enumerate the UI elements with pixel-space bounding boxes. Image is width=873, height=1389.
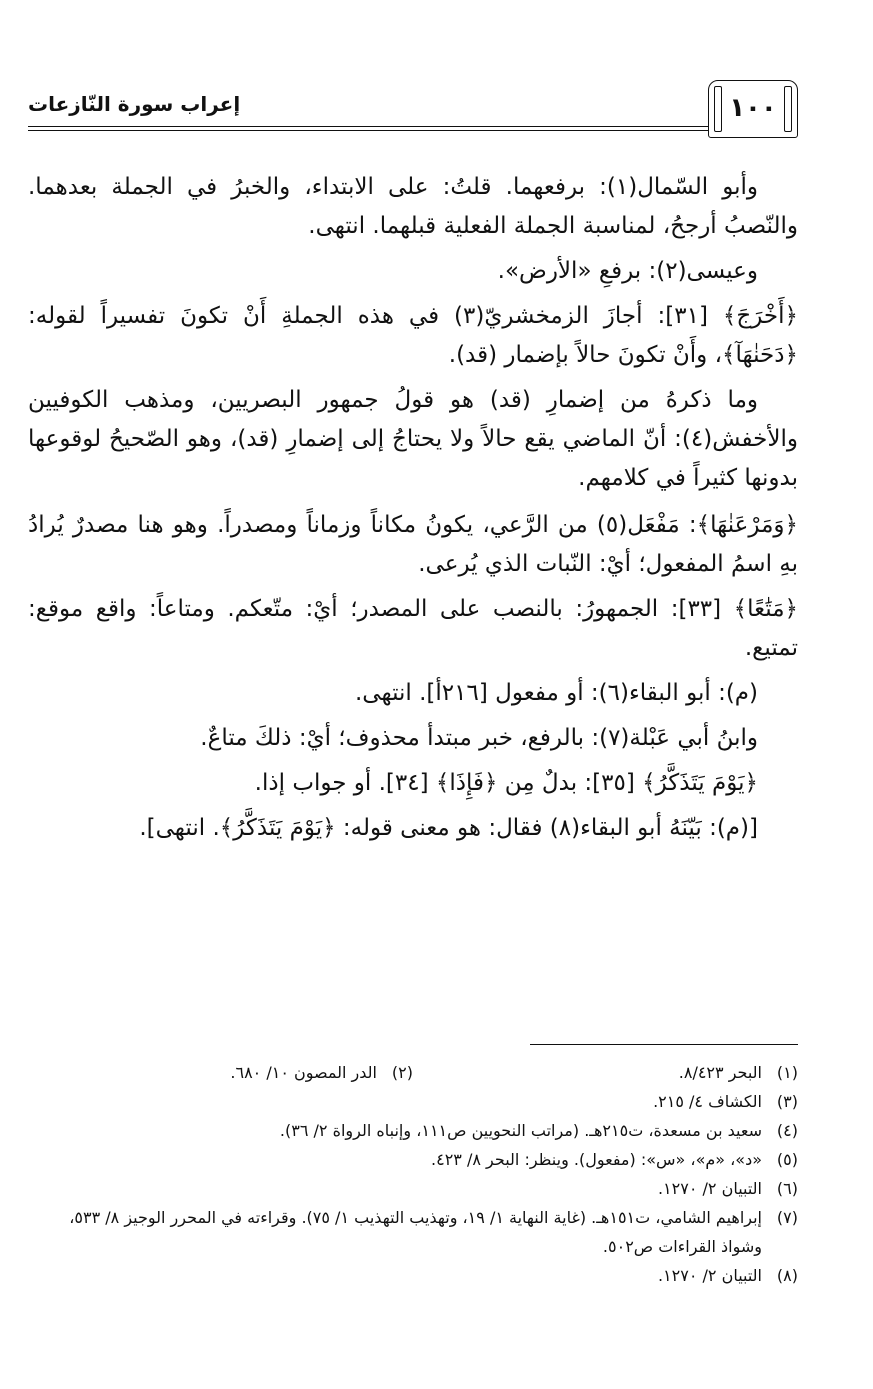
paragraph: (م): أبو البقاء(٦): أو مفعول [٢١٦أ]. انتهى. — [354, 680, 758, 706]
footnote-number: (٢) — [391, 1063, 413, 1082]
footnote — [413, 1058, 798, 1087]
footnote — [28, 1174, 798, 1203]
paragraph: ﴿وَمَرْعَنٰهَا﴾: مَفْعَل(٥) من الرَّعي، يكونُ مكاناً وزماناً ومصدراً. وهو هنا مصدرٌ يُرادُ بهِ اسمُ المفعول؛ أيْ: النّبات الذي يُرعى. — [28, 512, 798, 577]
footnote-separator — [530, 1044, 798, 1045]
footnote — [28, 1058, 413, 1087]
footnote-text: البحر ٨/٤٢٣. — [678, 1063, 762, 1082]
footnote-text: سعيد بن مسعدة، ت٢١٥هـ. (مراتب النحويين ص١١١، وإنباه الرواة ٢/ ٣٦). — [279, 1121, 762, 1140]
page-header — [28, 80, 798, 142]
paragraph: ﴿أَخْرَجَ﴾ [٣١]: أجازَ الزمخشريّ(٣) في هذه الجملةِ أَنْ تكونَ تفسيراً لقوله: ﴿دَحَنٰهَآ﴾، وأَنْ تكونَ حالاً بإضمار (قد). — [28, 303, 798, 368]
paragraph: [(م): بَيّنَهُ أبو البقاء(٨) فقال: هو معنى قوله: ﴿يَوْمَ يَتَذَكَّرُ﴾. انتهى]. — [139, 815, 758, 841]
footnote — [28, 1261, 798, 1290]
page-number: ١٠٠ — [708, 80, 798, 138]
footnote-number: (١) — [776, 1063, 798, 1082]
footnote — [28, 1087, 798, 1116]
footnote-text: إبراهيم الشامي، ت١٥١هـ. (غاية النهاية ١/ ١٩، وتهذيب التهذيب ١/ ٧٥). وقراءته في المحرر الوجيز ٨/ ٥٣٣، وشواذ القراءات ص٥٠٢. — [69, 1208, 762, 1256]
footnote-number: (٨) — [776, 1266, 798, 1285]
paragraph: وابنُ أبي عَبْلة(٧): بالرفع، خبر مبتدأ محذوف؛ أيْ: ذلكَ متاعٌ. — [200, 725, 758, 751]
running-title: إعراب سورة النّازعات — [28, 92, 241, 116]
footnotes — [28, 1058, 798, 1290]
header-rule — [28, 126, 798, 131]
footnote — [28, 1116, 798, 1145]
paragraph: وأبو السّمال(١): برفعهما. قلتُ: على الابتداء، والخبرُ في الجملة بعدهما. والنّصبُ أرجحُ، لمناسبة الجملة الفعلية قبلهما. انتهى. — [28, 174, 798, 239]
footnote-text: «د»، «م»، «س»: (مفعول). وينظر: البحر ٨/ ٤٢٣. — [431, 1150, 762, 1169]
footnote-text: التبيان ٢/ ١٢٧٠. — [657, 1179, 762, 1198]
footnote-text: التبيان ٢/ ١٢٧٠. — [657, 1266, 762, 1285]
paragraph: وعيسى(٢): برفعِ «الأرض». — [497, 258, 758, 284]
footnote-row — [28, 1058, 798, 1087]
paragraph: ﴿مَتَٰعًا﴾ [٣٣]: الجمهورُ: بالنصب على المصدر؛ أيْ: متّعكم. ومتاعاً: واقع موقع: تمتيع. — [28, 596, 798, 661]
footnote-number: (٧) — [776, 1208, 798, 1227]
footnote-number: (٥) — [776, 1150, 798, 1169]
paragraph: وما ذكرهُ من إضمارِ (قد) هو قولُ جمهور البصريين، ومذهب الكوفيين والأخفش(٤): أنّ الماضي يقع حالاً ولا يحتاجُ إلى إضمارِ (قد)، وهو الصّحيحُ لوقوعها بدونها كثيراً في كلامهم. — [28, 387, 798, 491]
paragraph: ﴿يَوْمَ يَتَذَكَّرُ﴾ [٣٥]: بدلٌ مِن ﴿فَإِذَا﴾ [٣٤]. أو جواب إذا. — [254, 770, 758, 796]
main-text — [28, 168, 798, 854]
footnote-text: الكشاف ٤/ ٢١٥. — [653, 1092, 762, 1111]
footnote-number: (٦) — [776, 1179, 798, 1198]
footnote-number: (٤) — [776, 1121, 798, 1140]
footnote-text: الدر المصون ١٠/ ٦٨٠. — [230, 1063, 377, 1082]
footnote — [28, 1203, 798, 1261]
footnote — [28, 1145, 798, 1174]
footnote-number: (٣) — [776, 1092, 798, 1111]
